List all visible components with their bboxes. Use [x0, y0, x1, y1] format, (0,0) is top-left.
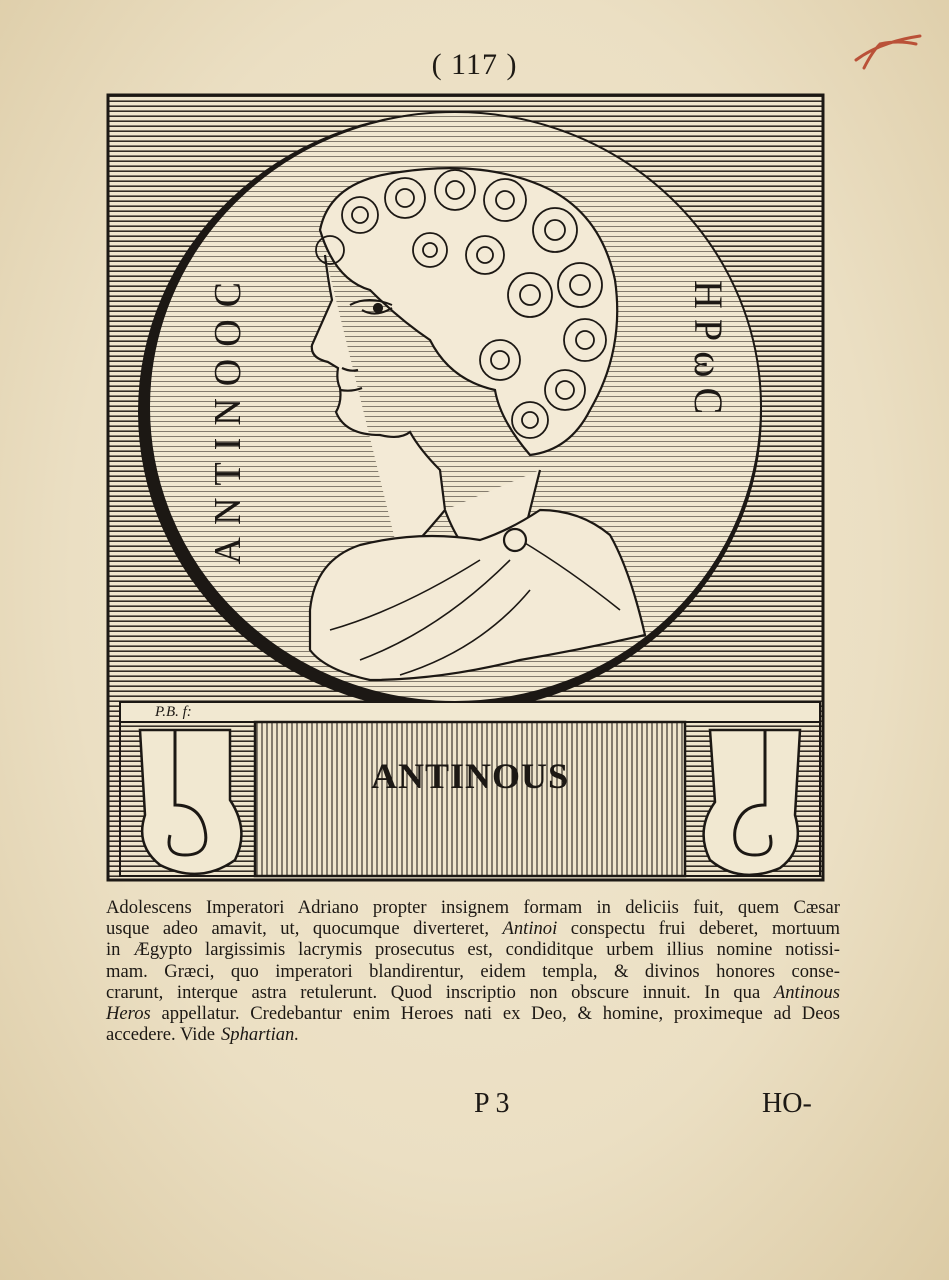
caption-line: [106, 982, 840, 1003]
page-number: ( 117 ): [431, 48, 518, 81]
plate-title: ANTINOUS: [370, 756, 570, 796]
caption-line: [106, 1003, 840, 1024]
pencil-annotation: [850, 30, 930, 80]
caption-italic: Antinoi: [502, 918, 558, 940]
catchword: HO-: [762, 1088, 812, 1119]
caption-segment: usque adeo amavit, ut, quocumque diverteret,: [106, 918, 503, 940]
caption-segment: Adolescens Imperatori Adriano propter insignem formam in deliciis fuit, quem Cæsar: [106, 897, 840, 918]
coin-legend-right: HPωC: [686, 280, 731, 425]
caption-italic: Sphartian.: [221, 1024, 299, 1046]
caption-line: [106, 897, 840, 918]
caption-segment: crarunt, interque astra retulerunt. Quod inscriptio non obscure innuit. In qua: [106, 981, 774, 1003]
caption-segment: in Ægypto largissimis lacrymis prosecutus est, condiditque urbem illius nomine notissi-: [106, 939, 840, 961]
caption-line: [106, 939, 840, 960]
caption-segment: accedere. Vide: [106, 1024, 215, 1046]
engraver-signature: P.B. f:: [155, 704, 192, 720]
caption-line: [106, 1024, 840, 1045]
caption-line: [106, 961, 840, 982]
caption-line: [106, 918, 840, 939]
caption-segment: appellatur. Credebantur enim Heroes nati ex Deo, & homine, proximeque ad Deos: [150, 1003, 840, 1025]
caption-segment: mam. Græci, quo imperatori blandirentur, eidem templa, & divinos honores conse-: [106, 960, 840, 982]
caption-italic: Antinous: [773, 981, 840, 1003]
caption-segment: conspectu frui deberet, mortuum: [557, 918, 840, 940]
caption-italic: Heros: [106, 1003, 151, 1025]
coin-legend-left: ANTINOOC: [207, 270, 249, 565]
signature-mark: P 3: [474, 1088, 510, 1119]
engraved-plate: [100, 90, 840, 890]
caption-text: [106, 897, 840, 1045]
